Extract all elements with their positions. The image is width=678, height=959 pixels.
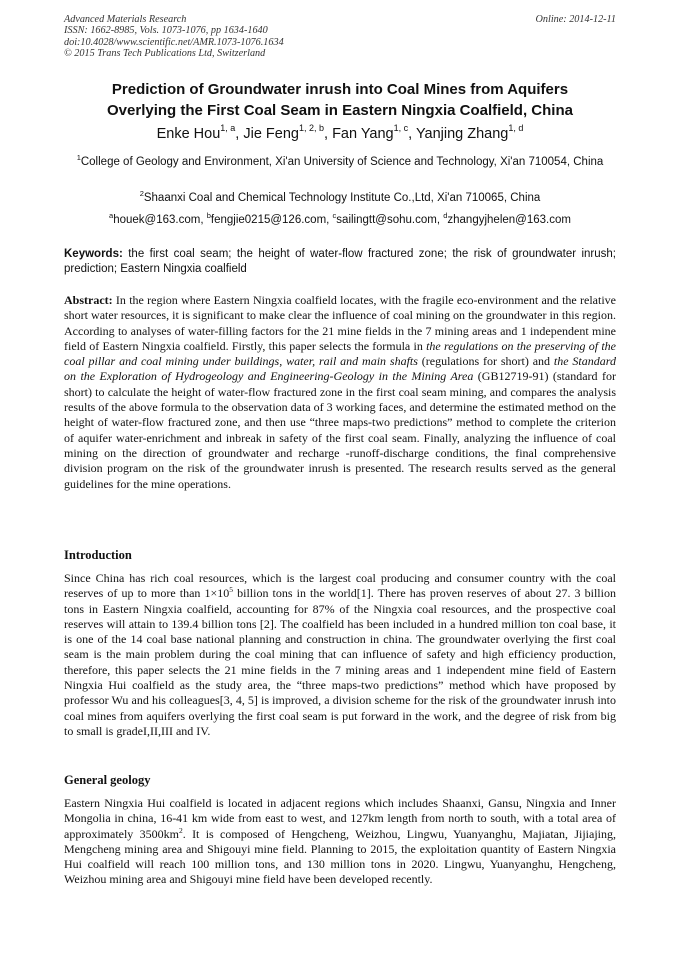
paragraph-text: Eastern Ningxia Hui coalfield is located in adjacent regions which includes Shaanxi, Gansu, Ningxia and Inner Mongolia in china, 16-41 km wide from east to west, and 127km length from north to south, with a total area of approximately 3500km <box>64 796 616 841</box>
journal-header <box>64 14 616 59</box>
introduction-paragraph <box>64 571 616 739</box>
email-sup: d <box>443 211 448 220</box>
author-affil-sup: 1, 2, b <box>298 123 325 133</box>
email-item <box>332 211 444 226</box>
issn-line: ISSN: 1662-8985, Vols. 1073-1076, pp 1634-1640 <box>64 25 268 37</box>
email-item <box>206 211 333 226</box>
email-list <box>64 212 616 229</box>
paragraph-text: Since China has rich coal resources, which is the largest coal producing and consumer country with the coal reserves of up to more than 1×10 <box>64 571 616 601</box>
abstract-italic-title: the Standard on the Exploration of Hydrogeology and Engineering-Geology in the Mining Area <box>64 354 616 384</box>
email-link[interactable]: houek@163.com <box>113 214 201 226</box>
author-name: Yanjing Zhang <box>415 126 509 142</box>
affiliation-text: Shaanxi Coal and Chemical Technology Institute Co.,Ltd, Xi'an 710065, China <box>143 192 541 204</box>
affiliation-sup: 1 <box>76 153 81 162</box>
author-separator: , <box>235 126 244 142</box>
affiliation-2 <box>64 190 616 207</box>
email-sup: a <box>109 211 114 220</box>
paragraph-text: . It is composed of Hengcheng, Weizhou, Lingwu, Yuanyanghu, Majiatan, Jijiajing, Mengcheng mining area and Shigouyi mine field. Planning to 2015, the exploitation quantity of Eastern Ningxia Hui coalfield will reach 100 million tons, and 130 million tons in 2020. Lingwu, Yuanyanghu, Hengcheng, Weizhou mining area and Shigouyi mine field have been developed recently. <box>64 826 616 887</box>
email-separator: , <box>200 214 207 226</box>
author-affil-sup: 1, d <box>508 123 524 133</box>
author <box>243 123 333 142</box>
author <box>156 123 244 142</box>
keywords-block <box>64 247 616 277</box>
abstract-text: In the region where Eastern Ningxia coalfield locates, with the fragile eco-environment and the relative short water resources, it is significant to make clear the influence of coal mining on the groundwater in this region. According to analyses of water-filling factors for the 21 mine fields in the 7 mining areas and 1 independent mine field of Eastern Ningxia coalfield. Firstly, this paper selects the formula in <box>64 293 616 353</box>
section-heading-introduction: Introduction <box>64 548 132 562</box>
email-sup: c <box>332 211 337 220</box>
geology-paragraph <box>64 796 616 888</box>
email-sup: b <box>206 211 211 220</box>
abstract-italic-title: the regulations on the preserving of the coal pillar and coal mining under buildings, water, rail and main shafts <box>64 338 616 369</box>
author-list <box>64 124 616 144</box>
abstract-block <box>64 293 616 492</box>
email-item <box>443 211 571 226</box>
author-affil-sup: 1, a <box>220 123 236 133</box>
author-separator: , <box>408 126 416 142</box>
keywords-text: the first coal seam; the height of water-flow fractured zone; the risk of groundwater inrush; prediction; Eastern Ningxia coalfield <box>64 248 616 275</box>
copyright-line: © 2015 Trans Tech Publications Ltd, Switzerland <box>64 47 266 59</box>
online-date: Online: 2014-12-11 <box>535 14 616 25</box>
affiliation-text: College of Geology and Environment, Xi'an University of Science and Technology, Xi'an 710054, China <box>80 156 604 168</box>
title-line-1: Prediction of Groundwater inrush into Coal Mines from Aquifers <box>111 81 569 98</box>
journal-name: Advanced Materials Research <box>64 14 187 25</box>
paper-title <box>64 79 616 121</box>
author-name: Fan Yang <box>332 126 394 142</box>
doi-line: doi:10.4028/www.scientific.net/AMR.1073-1076.1634 <box>64 36 284 48</box>
affiliation-1 <box>64 154 616 171</box>
author-name: Jie Feng <box>243 126 299 142</box>
email-separator: , <box>436 214 444 226</box>
author-separator: , <box>324 126 333 142</box>
superscript: 5 <box>229 585 234 595</box>
email-separator: , <box>326 214 333 226</box>
abstract-label: Abstract: <box>64 293 113 307</box>
affiliation-sup: 2 <box>139 189 144 198</box>
email-link[interactable]: zhangyjhelen@163.com <box>447 214 571 226</box>
paragraph-text: billion tons in the world[1]. There has proven reserves of about 27. 3 billion tons in Eastern Ningxia coalfield, accounting for 87% of the Ningxia coal resources, and the prospective coal reserves will attain to 139.4 billion tons [2]. The coalfield has been included in a hundred million ton coal base, it is one of the 14 coal base national planning and construction in china. The groundwater overlying the first coal seam is the main problem during the coal mining that can influence of safety and high efficiency production, therefore, this paper selects the 21 mine fields in the 7 mining areas and 1 independent mine field of Eastern Ningxia Hui coalfield as the study area, the “three maps-two predictions” method which have proposed by professor Wu and his colleagues[3, 4, 5] is improved, a division scheme for the risk of the groundwater inrush into coal mines from aquifers overlying the first coal seam is put forward in the work, and the degree of risk from big to small is gradeI,II,III and IV. <box>64 586 616 738</box>
author-name: Enke Hou <box>156 126 221 142</box>
keywords-label: Keywords: <box>64 248 123 260</box>
superscript: 2 <box>178 825 183 835</box>
email-link[interactable]: fengjie0215@126.com <box>210 214 327 226</box>
author <box>332 123 416 142</box>
author-affil-sup: 1, c <box>393 123 409 133</box>
title-line-2: Overlying the First Coal Seam in Eastern Ningxia Coalfield, China <box>107 102 573 119</box>
author <box>415 123 524 142</box>
abstract-text: (regulations for short) and <box>417 354 554 369</box>
email-link[interactable]: sailingtt@sohu.com <box>336 214 437 226</box>
email-item <box>109 211 207 226</box>
section-heading-general-geology: General geology <box>64 773 151 787</box>
abstract-text: (GB12719-91) (standard for short) to calculate the height of water-flow fractured zone in the first coal seam mining, and compares the analysis results of the above formula to the observation data of 3 working faces, and determine the estimated method on the height of water-flow fractured zone, and then use “three maps-two predictions” method to complete the criterion of aquifer water-enrichment and inbreak in safety of the first coal seam. Finally, analyzing the influence of coal mining on the direction of groundwater and recharge -runoff-discharge conditions, the final comprehensive division program on the risk of the groundwater inrush is presented. The research results served as the general guidelines for the mine operations. <box>64 369 616 491</box>
